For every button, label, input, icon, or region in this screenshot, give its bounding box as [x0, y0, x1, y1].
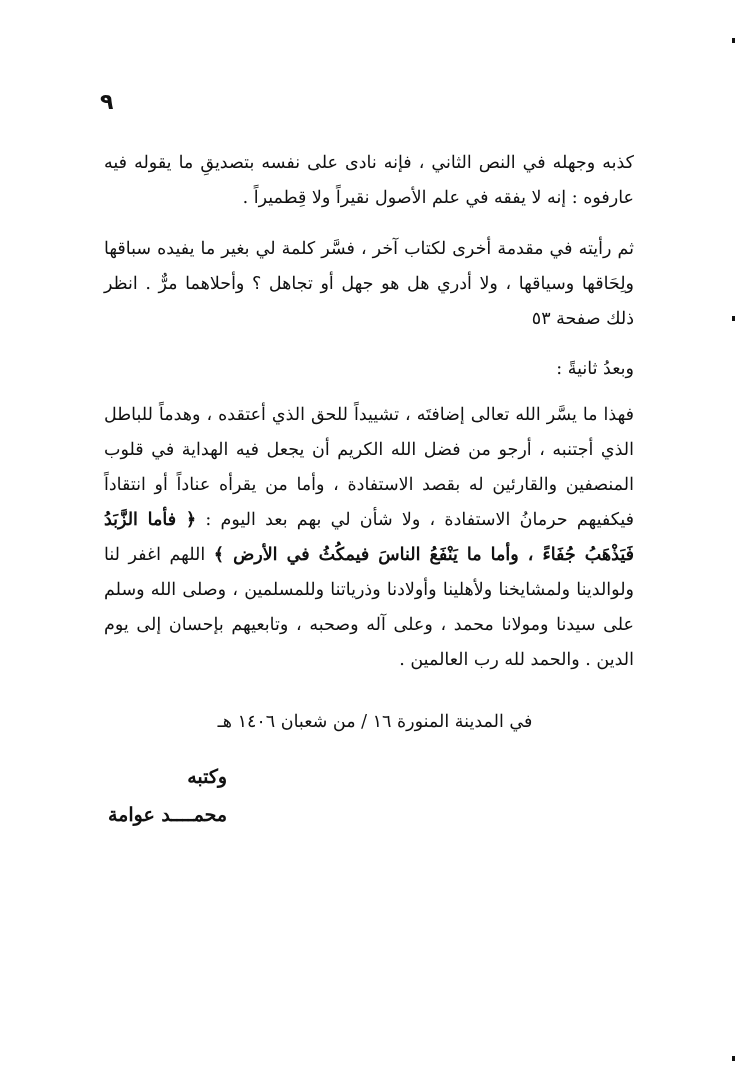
quran-verse: ﴿ فأما الزَّبَدُ فَيَذْهَبُ جُفَاءً ، وأما ما يَنْفَعُ الناسَ فيمكُثُ في الأرض ﴾	[104, 510, 634, 565]
signature-label: وكتبه	[187, 766, 228, 788]
paragraph-2	[104, 232, 634, 337]
paragraph-text: ثم رأيته في مقدمة أخرى لكتاب آخر ، فسَّر كلمة لي بغير ما يفيده سباقها ولِحَاقها وسياقها ، ولا أدري هل هو جهل أو تجاهل ؟ وأحلاهما مرٌّ . انظر ذلك صفحة ٥٣	[104, 239, 634, 329]
closing-after-verse: اللهم اغفر لنا ولوالدينا ولمشايخنا ولأهلينا وأولادنا وذرياتنا وللمسلمين ، وصلى الله وسلم على سيدنا ومولانا محمد ، وعلى آله وصحبه ، وتابعيهم بإحسان إلى يوم الدين . والحمد لله رب العالمين .	[104, 545, 634, 670]
paragraph-1	[104, 146, 634, 216]
paragraph-3	[104, 352, 634, 387]
paragraph-text: كذبه وجهله في النص الثاني ، فإنه نادى على نفسه بتصديقِ ما يقوله فيه عارفوه : إنه لا يفقه في علم الأصول نقيراً ولا قِطميراً .	[104, 153, 634, 208]
closing-text	[104, 398, 634, 678]
signature-name: محمــــد عوامة	[108, 804, 228, 826]
page-number: ٩	[100, 90, 114, 115]
closing-before-verse: فهذا ما يسَّر الله تعالى إضافتَه ، تشييداً للحق الذي أعتقده ، وهدماً للباطل الذي أجتنبه ، أرجو من فضل الله الكريم أن يجعل فيه الهداية في قلوب المنصفين والقارئين له بقصد الاستفادة ، وأما من يقرأه عناداً أو انتقاداً فيكفيهم حرمانُ الاستفادة ، ولا شأن لي بهم بعد اليوم :	[104, 405, 635, 530]
signature-block	[108, 758, 227, 834]
closing-paragraph	[104, 398, 634, 678]
paragraph-text: وبعدُ ثانيةً :	[556, 359, 634, 379]
dateline: في المدينة المنورة ١٦ / من شعبان ١٤٠٦ هـ	[217, 712, 533, 732]
